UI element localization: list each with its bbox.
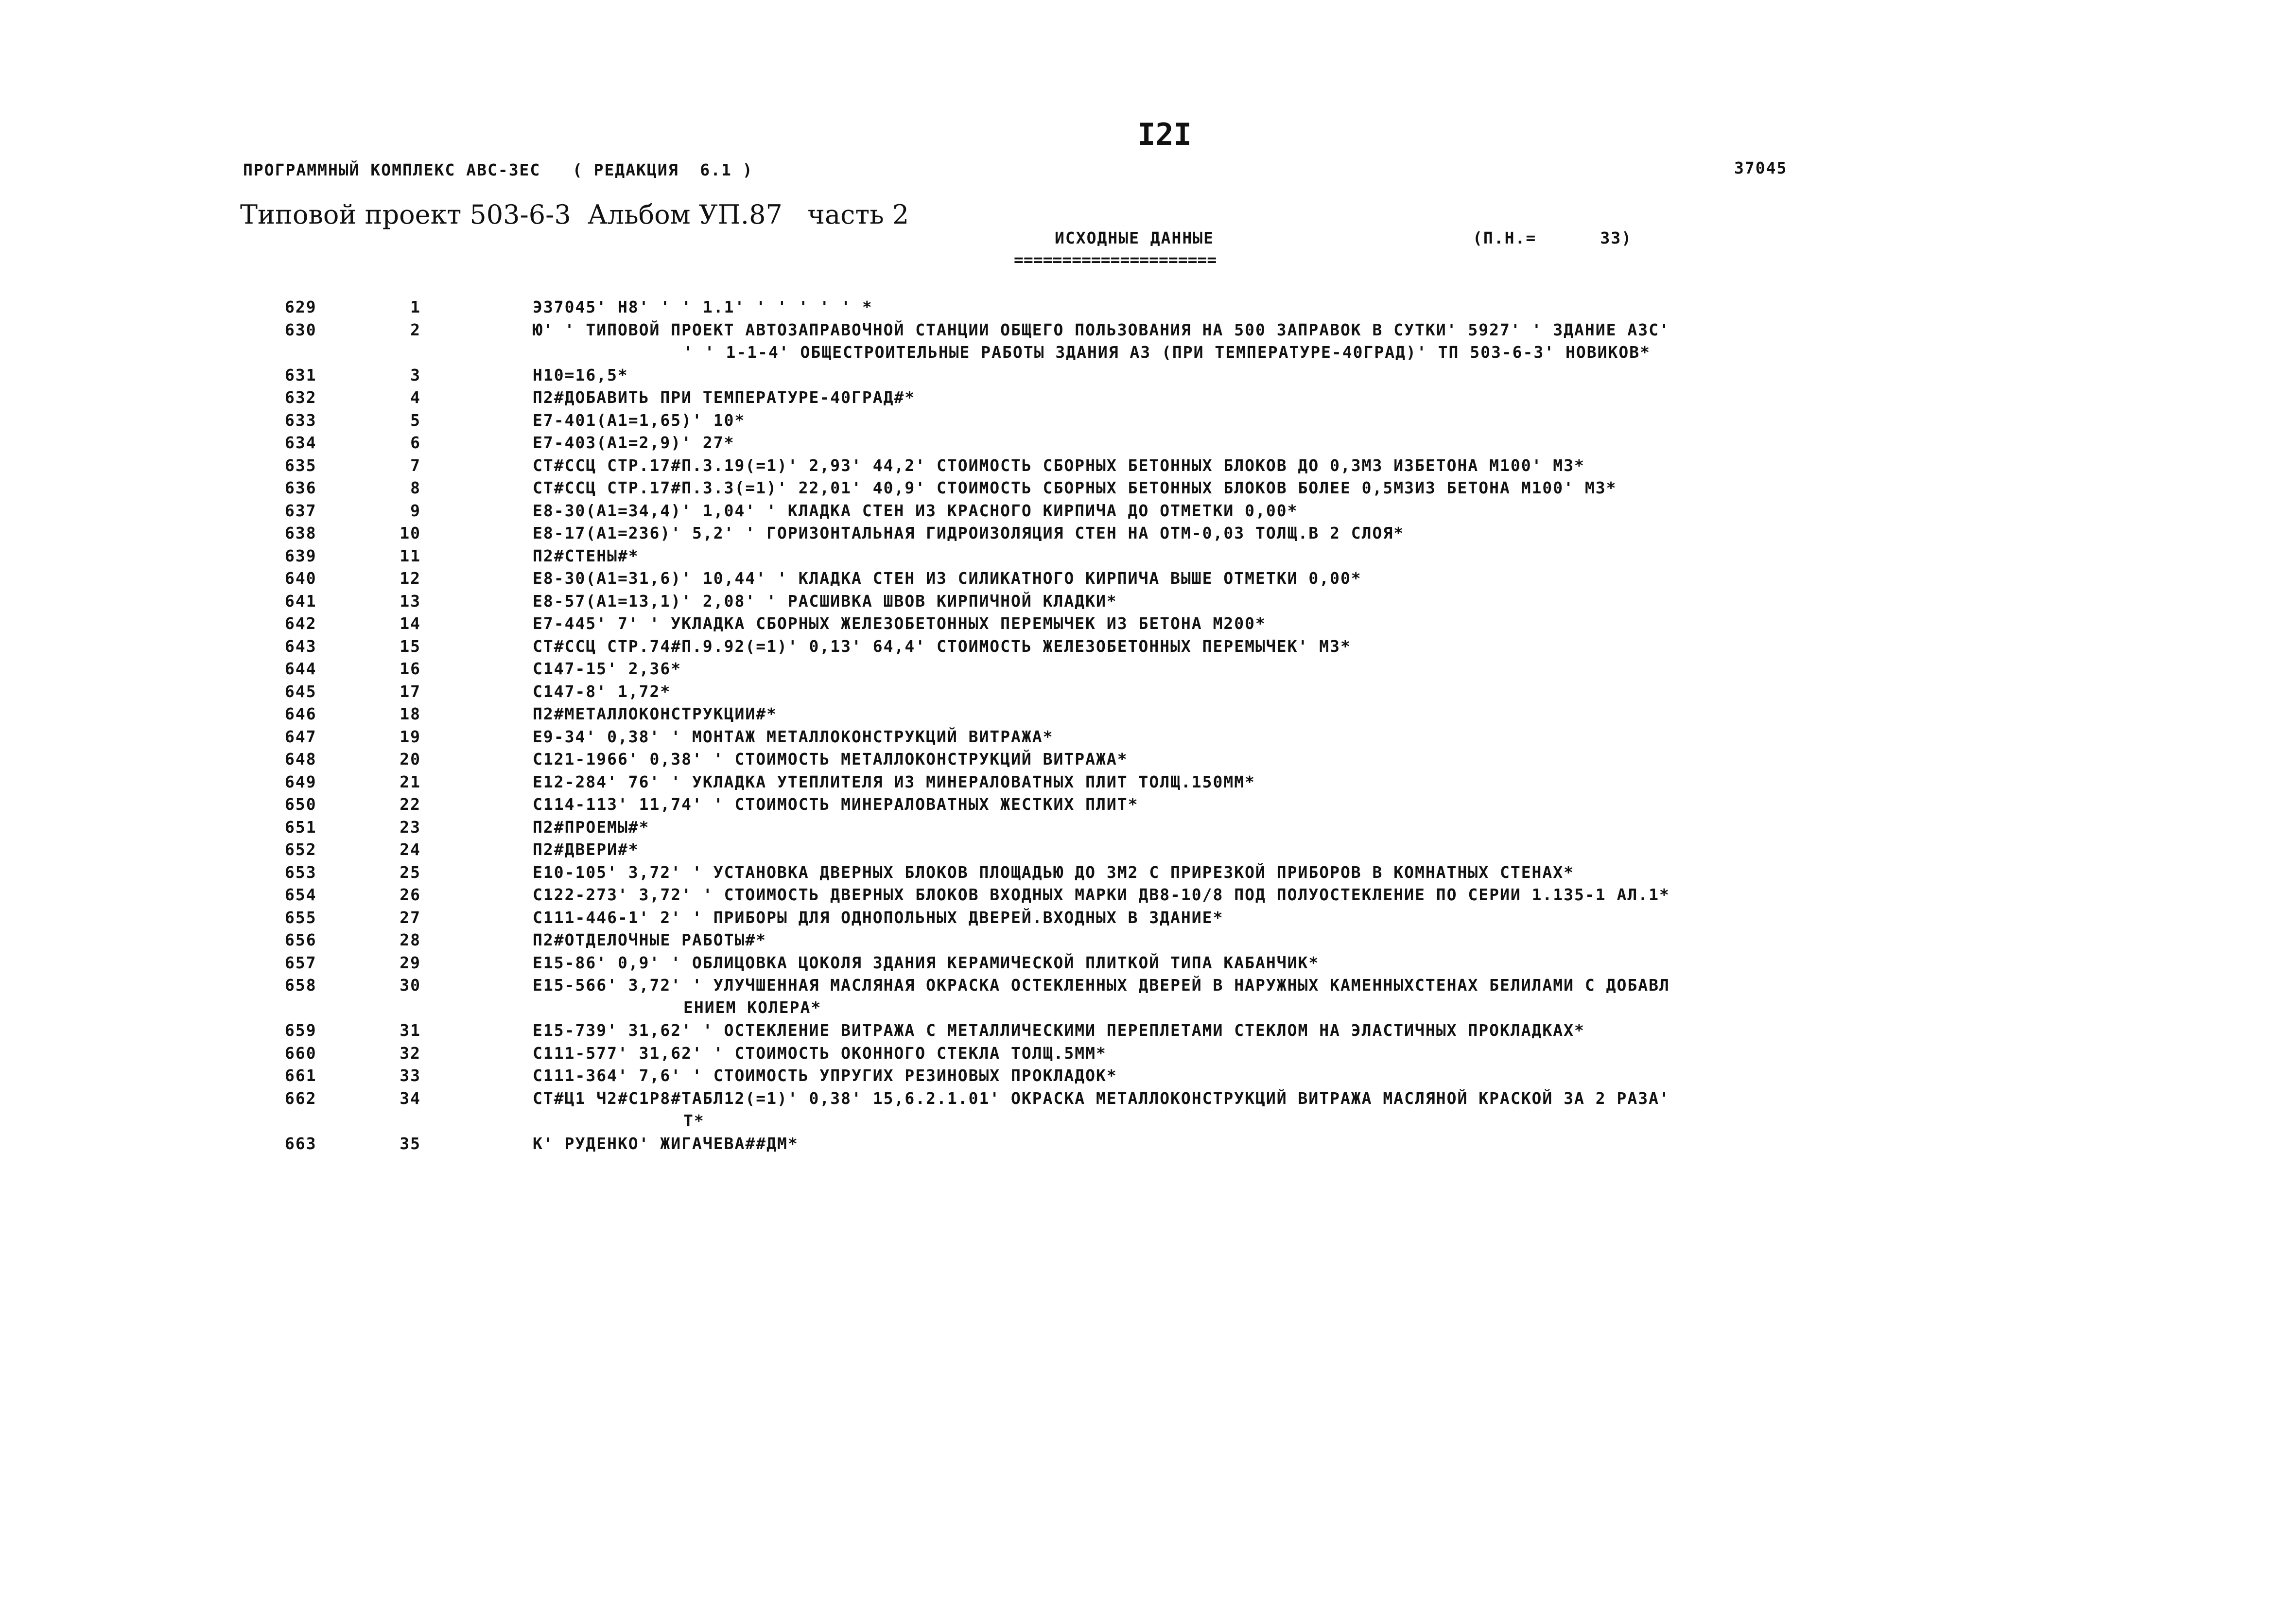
row-text: С114-113' 11,74' ' СТОИМОСТЬ МИНЕРАЛОВАТНЫХ ЖЕСТКИХ ПЛИТ* — [533, 795, 1139, 814]
row-line-number: 655 — [285, 908, 317, 927]
row-sequence-number: 16 — [400, 659, 421, 678]
row-line-number: 663 — [285, 1134, 317, 1153]
listing-row — [0, 659, 2296, 682]
listing-row — [0, 1134, 2296, 1157]
listing-row — [0, 433, 2296, 456]
row-line-number: 662 — [285, 1088, 317, 1108]
row-line-number: 640 — [285, 569, 317, 588]
listing-row — [0, 388, 2296, 411]
row-text: Е8-17(А1=236)' 5,2' ' ГОРИЗОНТАЛЬНАЯ ГИДРОИЗОЛЯЦИЯ СТЕН НА ОТМ-0,03 ТОЛЩ.В 2 СЛОЯ* — [533, 524, 1405, 542]
row-text: Э37045' Н8' ' ' 1.1' ' ' ' ' ' * — [533, 297, 873, 316]
row-text: П2#ПРОЕМЫ#* — [533, 817, 650, 837]
row-text: С147-15' 2,36* — [533, 659, 682, 678]
row-sequence-number: 17 — [400, 682, 421, 701]
row-sequence-number: 12 — [400, 569, 421, 588]
listing-row — [0, 704, 2296, 727]
document-code: 37045 — [1734, 158, 1788, 177]
row-sequence-number: 5 — [410, 410, 421, 430]
row-sequence-number: 4 — [410, 388, 421, 407]
row-sequence-number: 30 — [400, 976, 421, 995]
row-continuation: ЕНИЕМ КОЛЕРА* — [683, 998, 822, 1017]
row-sequence-number: 26 — [400, 885, 421, 904]
listing-row — [0, 1089, 2296, 1134]
row-text: Е15-566' 3,72' ' УЛУЧШЕННАЯ МАСЛЯНАЯ ОКРАСКА ОСТЕКЛЕННЫХ ДВЕРЕЙ В НАРУЖНЫХ КАМЕННЫХСТЕНАХ БЕЛИЛАМИ С ДОБАВЛ — [533, 976, 1670, 995]
row-line-number: 636 — [285, 478, 317, 497]
row-line-number: 660 — [285, 1043, 317, 1063]
row-line-number: 642 — [285, 614, 317, 633]
row-line-number: 657 — [285, 953, 317, 972]
input-data-title: ИСХОДНЫЕ ДАННЫЕ — [1055, 228, 1215, 247]
row-sequence-number: 1 — [410, 297, 421, 316]
listing-row — [0, 1044, 2296, 1066]
listing-row — [0, 750, 2296, 772]
row-sequence-number: 32 — [400, 1043, 421, 1063]
row-line-number: 631 — [285, 365, 317, 385]
row-sequence-number: 28 — [400, 930, 421, 949]
row-line-number: 651 — [285, 817, 317, 837]
row-sequence-number: 18 — [400, 704, 421, 723]
row-line-number: 653 — [285, 862, 317, 882]
row-line-number: 629 — [285, 297, 317, 316]
row-line-number: 654 — [285, 885, 317, 904]
row-text: С111-577' 31,62' ' СТОИМОСТЬ ОКОННОГО СТЕКЛА ТОЛЩ.5ММ* — [533, 1043, 1107, 1063]
project-title: Типовой проект 503-6-3 Альбом УП.87 часть 2 — [240, 199, 909, 230]
row-sequence-number: 10 — [400, 524, 421, 542]
listing-row — [0, 569, 2296, 592]
row-line-number: 638 — [285, 524, 317, 542]
row-line-number: 656 — [285, 930, 317, 949]
row-text: Е8-30(А1=34,4)' 1,04' ' КЛАДКА СТЕН ИЗ КРАСНОГО КИРПИЧА ДО ОТМЕТКИ 0,00* — [533, 501, 1298, 520]
row-sequence-number: 25 — [400, 862, 421, 882]
listing-row — [0, 1066, 2296, 1089]
row-text: Е15-739' 31,62' ' ОСТЕКЛЕНИЕ ВИТРАЖА С МЕТАЛЛИЧЕСКИМИ ПЕРЕПЛЕТАМИ СТЕКЛОМ НА ЭЛАСТИЧНЫХ ПРОКЛАДКАХ* — [533, 1021, 1585, 1040]
row-text: П2#СТЕНЫ#* — [533, 546, 639, 565]
row-text: Е8-57(А1=13,1)' 2,08' ' РАСШИВКА ШВОВ КИРПИЧНОЙ КЛАДКИ* — [533, 591, 1117, 611]
row-line-number: 637 — [285, 501, 317, 520]
row-line-number: 652 — [285, 840, 317, 859]
row-text: Е12-284' 76' ' УКЛАДКА УТЕПЛИТЕЛЯ ИЗ МИНЕРАЛОВАТНЫХ ПЛИТ ТОЛЩ.150ММ* — [533, 772, 1256, 791]
listing-row — [0, 366, 2296, 388]
row-line-number: 648 — [285, 750, 317, 769]
row-text: СТ#ССЦ СТР.17#П.3.19(=1)' 2,93' 44,2' СТОИМОСТЬ СБОРНЫХ БЕТОННЫХ БЛОКОВ ДО 0,3М3 ИЗБЕТОНА М100' М3* — [533, 455, 1585, 475]
row-text: Е10-105' 3,72' ' УСТАНОВКА ДВЕРНЫХ БЛОКОВ ПЛОЩАДЬЮ ДО 3М2 С ПРИРЕЗКОЙ ПРИБОРОВ В КОМНАТНЫХ СТЕНАХ* — [533, 862, 1575, 882]
listing-row — [0, 592, 2296, 614]
listing-row — [0, 682, 2296, 705]
row-sequence-number: 13 — [400, 591, 421, 611]
listing-row — [0, 546, 2296, 569]
row-sequence-number: 21 — [400, 772, 421, 791]
row-line-number: 649 — [285, 772, 317, 791]
listing-row — [0, 614, 2296, 637]
row-sequence-number: 11 — [400, 546, 421, 565]
row-text: Е7-445' 7' ' УКЛАДКА СБОРНЫХ ЖЕЛЕЗОБЕТОННЫХ ПЕРЕМЫЧЕК ИЗ БЕТОНА М200* — [533, 614, 1266, 633]
listing-row — [0, 297, 2296, 320]
row-sequence-number: 14 — [400, 614, 421, 633]
listing-row — [0, 1021, 2296, 1044]
listing-row — [0, 840, 2296, 863]
listing-row — [0, 953, 2296, 976]
row-line-number: 647 — [285, 727, 317, 746]
row-sequence-number: 23 — [400, 817, 421, 837]
row-sequence-number: 15 — [400, 636, 421, 656]
listing-row — [0, 411, 2296, 434]
row-sequence-number: 8 — [410, 478, 421, 497]
row-line-number: 630 — [285, 320, 317, 339]
row-sequence-number: 31 — [400, 1021, 421, 1040]
row-sequence-number: 9 — [410, 501, 421, 520]
row-sequence-number: 27 — [400, 908, 421, 927]
row-text: С111-364' 7,6' ' СТОИМОСТЬ УПРУГИХ РЕЗИНОВЫХ ПРОКЛАДОК* — [533, 1066, 1117, 1085]
row-sequence-number: 2 — [410, 320, 421, 339]
listing-row — [0, 885, 2296, 908]
row-text: П2#ОТДЕЛОЧНЫЕ РАБОТЫ#* — [533, 930, 767, 949]
row-text: Е15-86' 0,9' ' ОБЛИЦОВКА ЦОКОЛЯ ЗДАНИЯ КЕРАМИЧЕСКОЙ ПЛИТКОЙ ТИПА КАБАНЧИК* — [533, 953, 1320, 972]
row-line-number: 646 — [285, 704, 317, 723]
row-text: П2#МЕТАЛЛОКОНСТРУКЦИИ#* — [533, 704, 777, 723]
row-line-number: 643 — [285, 636, 317, 656]
row-continuation: ' ' 1-1-4' ОБЩЕСТРОИТЕЛЬНЫЕ РАБОТЫ ЗДАНИЯ АЗ (ПРИ ТЕМПЕРАТУРЕ-40ГРАД)' ТП 503-6-3' НОВИКОВ* — [683, 342, 1651, 362]
row-line-number: 644 — [285, 659, 317, 678]
row-line-number: 645 — [285, 682, 317, 701]
row-text: П2#ДВЕРИ#* — [533, 840, 639, 859]
page-number: I2I — [1137, 117, 1192, 152]
row-text: Е8-30(А1=31,6)' 10,44' ' КЛАДКА СТЕН ИЗ СИЛИКАТНОГО КИРПИЧА ВЫШЕ ОТМЕТКИ 0,00* — [533, 569, 1362, 588]
row-line-number: 633 — [285, 410, 317, 430]
listing-row — [0, 930, 2296, 953]
row-line-number: 635 — [285, 455, 317, 475]
row-text: Е7-401(А1=1,65)' 10* — [533, 410, 746, 430]
listing-row — [0, 818, 2296, 840]
row-sequence-number: 19 — [400, 727, 421, 746]
row-line-number: 661 — [285, 1066, 317, 1085]
row-sequence-number: 34 — [400, 1088, 421, 1108]
listing-row — [0, 727, 2296, 750]
row-line-number: 639 — [285, 546, 317, 565]
row-text: СТ#Ц1 Ч2#С1Р8#ТАБЛ12(=1)' 0,38' 15,6.2.1.01' ОКРАСКА МЕТАЛЛОКОНСТРУКЦИЙ ВИТРАЖА МАСЛЯНОЙ КРАСКОЙ ЗА 2 РАЗА' — [533, 1088, 1670, 1108]
listing-row — [0, 772, 2296, 795]
row-text: С147-8' 1,72* — [533, 682, 671, 701]
row-sequence-number: 33 — [400, 1066, 421, 1085]
listing-row — [0, 478, 2296, 501]
program-header: ПРОГРАММНЫЙ КОМПЛЕКС АВС-3ЕС ( РЕДАКЦИЯ 6.1 ) — [243, 160, 753, 179]
row-sequence-number: 20 — [400, 750, 421, 769]
row-line-number: 659 — [285, 1021, 317, 1040]
data-listing — [0, 297, 2296, 1156]
row-line-number: 650 — [285, 795, 317, 814]
row-continuation: Т* — [683, 1111, 705, 1130]
row-text: Ю' ' ТИПОВОЙ ПРОЕКТ АВТОЗАПРАВОЧНОЙ СТАНЦИИ ОБЩЕГО ПОЛЬЗОВАНИЯ НА 500 ЗАПРАВОК В СУТКИ' 5927' ' ЗДАНИЕ АЗС' — [533, 320, 1670, 339]
row-text: Е9-34' 0,38' ' МОНТАЖ МЕТАЛЛОКОНСТРУКЦИЙ ВИТРАЖА* — [533, 727, 1054, 746]
listing-row — [0, 456, 2296, 479]
row-sequence-number: 7 — [410, 455, 421, 475]
row-line-number: 632 — [285, 388, 317, 407]
row-text: Е7-403(А1=2,9)' 27* — [533, 433, 735, 452]
row-text: СТ#ССЦ СТР.74#П.9.92(=1)' 0,13' 64,4' СТОИМОСТЬ ЖЕЛЕЗОБЕТОННЫХ ПЕРЕМЫЧЕК' М3* — [533, 636, 1351, 656]
row-text: П2#ДОБАВИТЬ ПРИ ТЕМПЕРАТУРЕ-40ГРАД#* — [533, 388, 916, 407]
input-data-pn: (П.Н.= 33) — [1473, 228, 1633, 247]
listing-row — [0, 976, 2296, 1021]
listing-row — [0, 863, 2296, 886]
listing-row — [0, 908, 2296, 931]
row-text: С121-1966' 0,38' ' СТОИМОСТЬ МЕТАЛЛОКОНСТРУКЦИЙ ВИТРАЖА* — [533, 750, 1128, 769]
row-sequence-number: 29 — [400, 953, 421, 972]
row-sequence-number: 24 — [400, 840, 421, 859]
row-sequence-number: 22 — [400, 795, 421, 814]
row-text: СТ#ССЦ СТР.17#П.3.3(=1)' 22,01' 40,9' СТОИМОСТЬ СБОРНЫХ БЕТОННЫХ БЛОКОВ БОЛЕЕ 0,5М3ИЗ БЕТОНА М100' М3* — [533, 478, 1617, 497]
row-line-number: 658 — [285, 976, 317, 995]
row-line-number: 641 — [285, 591, 317, 611]
row-sequence-number: 3 — [410, 365, 421, 385]
listing-row — [0, 524, 2296, 546]
row-sequence-number: 35 — [400, 1134, 421, 1153]
row-text: Н10=16,5* — [533, 365, 628, 385]
listing-row — [0, 501, 2296, 524]
row-text: С122-273' 3,72' ' СТОИМОСТЬ ДВЕРНЫХ БЛОКОВ ВХОДНЫХ МАРКИ ДВ8-10/8 ПОД ПОЛУОСТЕКЛЕНИЕ ПО СЕРИИ 1.135-1 АЛ.1* — [533, 885, 1670, 904]
row-text: С111-446-1' 2' ' ПРИБОРЫ ДЛЯ ОДНОПОЛЬНЫХ ДВЕРЕЙ.ВХОДНЫХ В ЗДАНИЕ* — [533, 908, 1224, 927]
row-sequence-number: 6 — [410, 433, 421, 452]
title-underline: ===================== — [1014, 250, 1217, 269]
row-line-number: 634 — [285, 433, 317, 452]
listing-row — [0, 795, 2296, 818]
row-text: К' РУДЕНКО' ЖИГАЧЕВА##ДМ* — [533, 1134, 799, 1153]
listing-row — [0, 320, 2296, 366]
listing-row — [0, 637, 2296, 660]
